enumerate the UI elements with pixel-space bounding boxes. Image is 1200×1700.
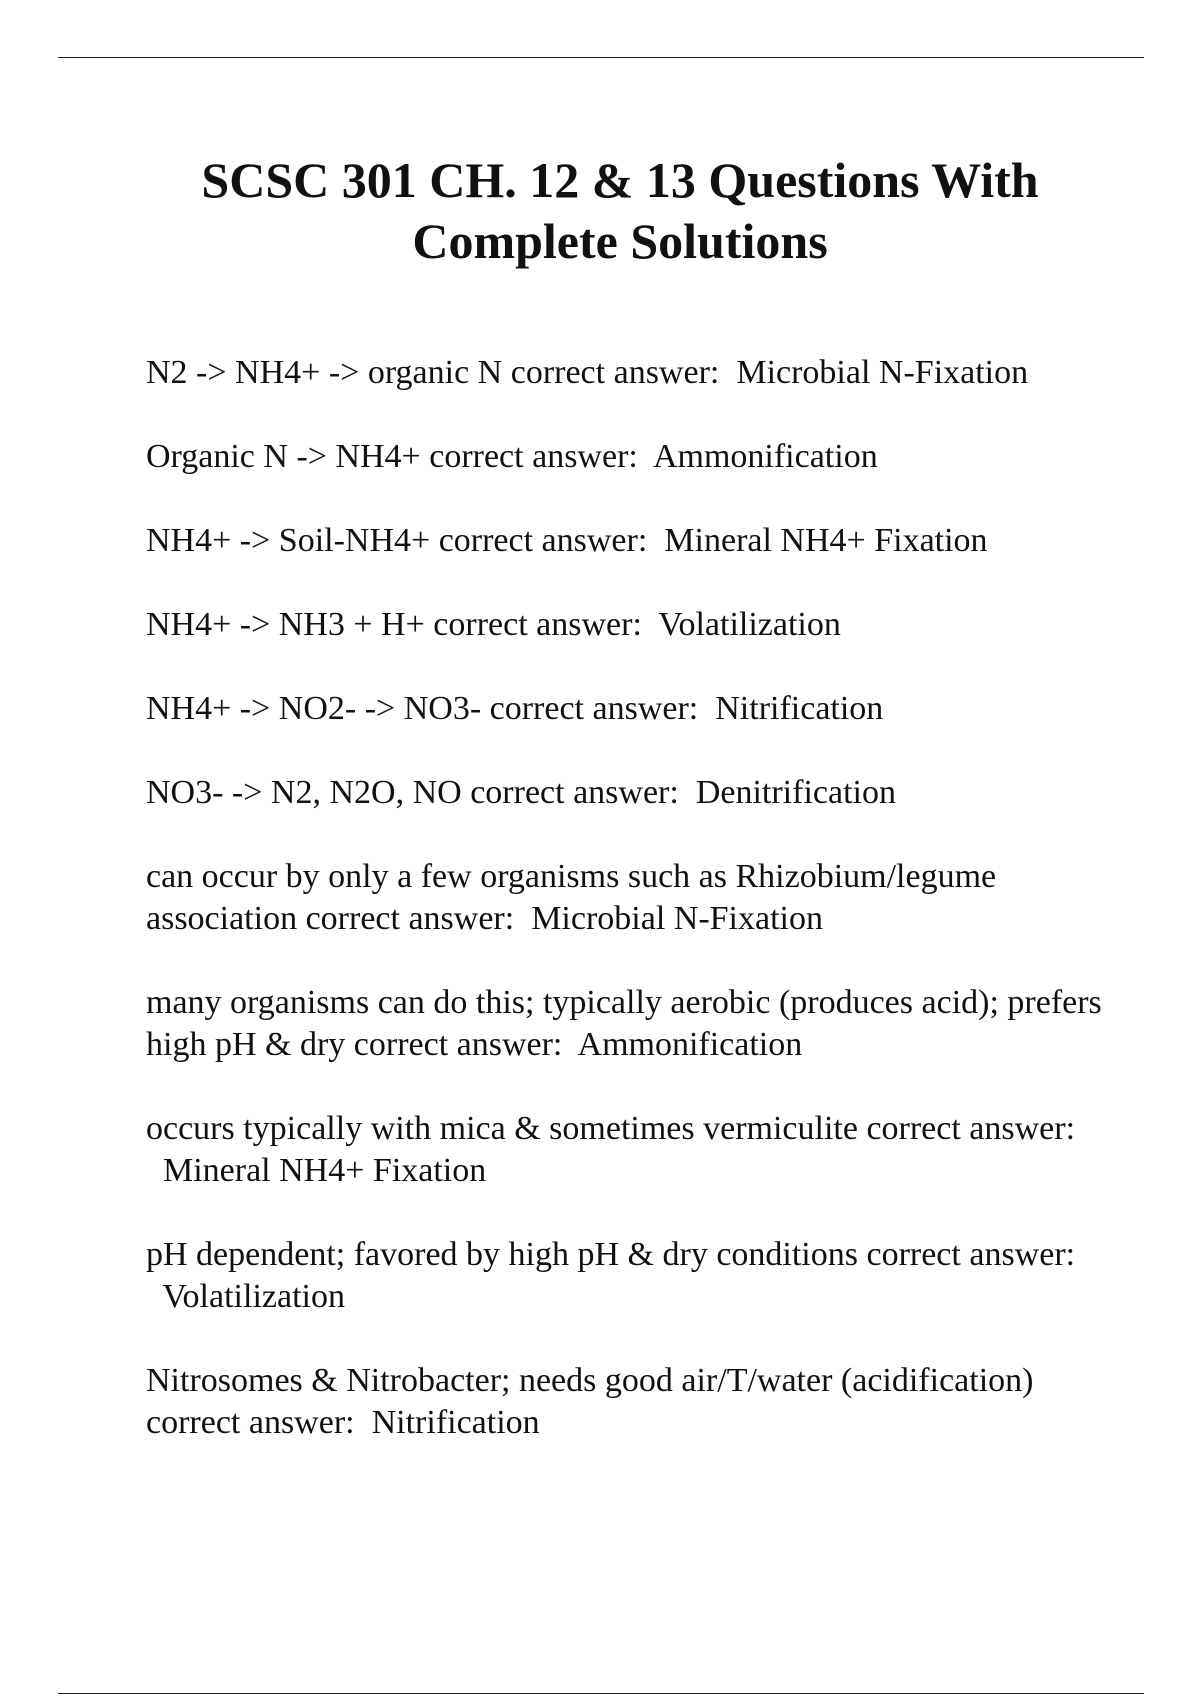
qa-item [146,1360,1106,1444]
answer-marker: correct answer: [433,606,642,643]
answer-text: Microbial N-Fixation [531,900,823,937]
qa-item [146,352,1106,394]
question-text: N2 -> NH4+ -> organic N [146,354,503,391]
answer-text: Microbial N-Fixation [736,354,1029,391]
answer-marker: correct answer: [146,1404,355,1441]
answer-marker: correct answer: [510,354,720,391]
question-text: NO3- -> N2, N2O, NO [146,774,462,811]
question-text: many organisms can do this; typically aerobic (produces acid); prefers high pH & dry [146,984,1102,1063]
question-text: NH4+ -> NH3 + H+ [146,606,425,643]
question-text: Nitrosomes & Nitrobacter; needs good air/T/water (acidification) [146,1362,1034,1399]
qa-item [146,1108,1106,1192]
qa-item [146,772,1106,814]
qa-item [146,856,1106,940]
question-text: can occur by only a few organisms such as Rhizobium/legume association [146,858,997,937]
answer-text: Ammonification [577,1026,803,1063]
qa-item [146,436,1106,478]
answer-marker: correct answer: [866,1110,1076,1147]
answer-text: Volatilization [162,1278,345,1315]
answer-marker: correct answer: [489,690,699,727]
answer-marker: correct answer: [429,438,638,475]
qa-item [146,604,1106,646]
question-text: Organic N -> NH4+ [146,438,421,475]
question-text: pH dependent; favored by high pH & dry conditions [146,1236,858,1273]
answer-text: Volatilization [658,606,841,643]
qa-item [146,1234,1106,1318]
qa-item [146,982,1106,1066]
question-text: NH4+ -> NO2- -> NO3- [146,690,482,727]
document-title [80,150,1160,272]
answer-marker: correct answer: [470,774,679,811]
bottom-divider [58,1693,1144,1694]
question-text: NH4+ -> Soil-NH4+ [146,522,431,559]
question-answer-list [146,352,1106,1486]
answer-text: Nitrification [371,1404,540,1441]
answer-marker: correct answer: [866,1236,1076,1273]
answer-text: Ammonification [652,438,878,475]
qa-item [146,520,1106,562]
answer-marker: correct answer: [353,1026,563,1063]
top-divider [58,57,1144,58]
question-text: occurs typically with mica & sometimes vermiculite [146,1110,858,1147]
answer-marker: correct answer: [305,900,515,937]
title-line-2: Complete Solutions [412,213,828,269]
title-line-1: SCSC 301 CH. 12 & 13 Questions With [201,152,1039,208]
answer-marker: correct answer: [438,522,648,559]
qa-item [146,688,1106,730]
answer-text: Denitrification [695,774,896,811]
answer-text: Nitrification [715,690,884,727]
answer-text: Mineral NH4+ Fixation [163,1152,487,1189]
answer-text: Mineral NH4+ Fixation [664,522,988,559]
